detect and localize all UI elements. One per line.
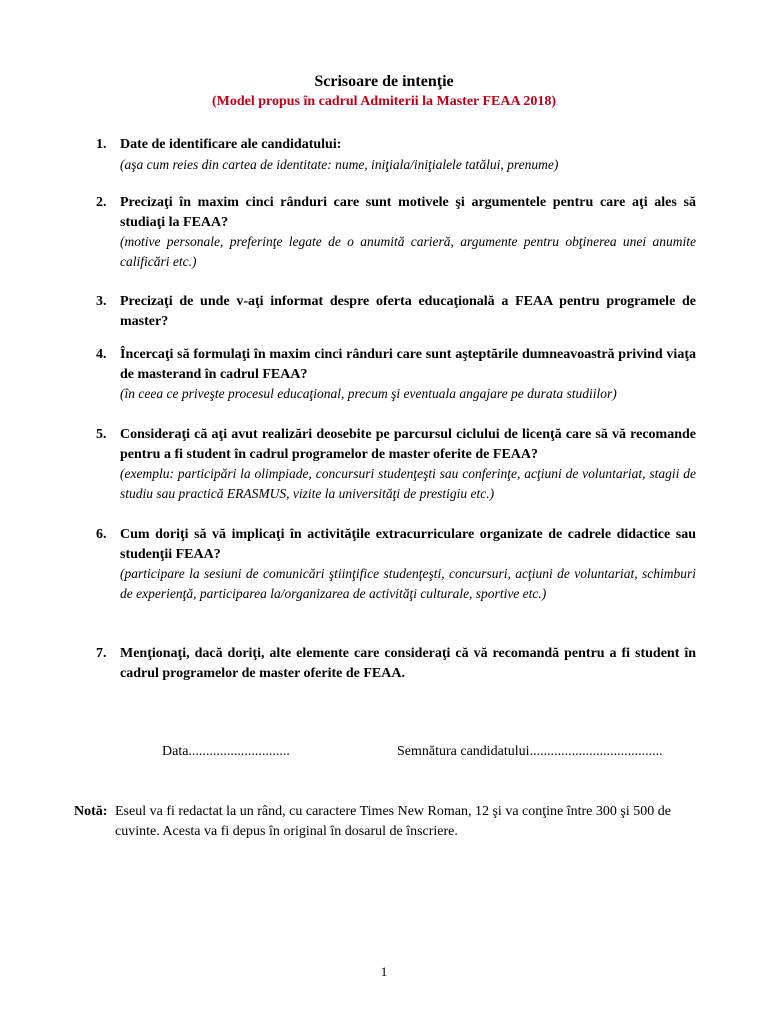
item-number: 6. bbox=[96, 527, 107, 542]
question-text: Cum doriţi să vă implicaţi în activităţile extracurriculare organizate de cadrele didactice sau studenţii FEAA? bbox=[120, 527, 696, 562]
note-block bbox=[74, 802, 694, 842]
item-number: 4. bbox=[96, 347, 107, 362]
question-text: Consideraţi că aţi avut realizări deosebite pe parcursul ciclului de licenţă care să vă recomande pentru a fi student în cadrul programelor de master oferite de FEAA? bbox=[120, 427, 696, 462]
question-item-4 bbox=[96, 345, 696, 404]
question-hint: (participare la sesiuni de comunicări ştiinţifice studenţeşti, concursuri, acţiuni de voluntariat, schimburi de experienţă, participarea la/organizarea de activităţi culturale, sportive etc.) bbox=[120, 566, 696, 601]
note-label: Notă: bbox=[74, 804, 108, 819]
item-number: 2. bbox=[96, 195, 107, 210]
document-subtitle: (Model propus în cadrul Admiterii la Master FEAA 2018) bbox=[211, 94, 557, 109]
item-number: 3. bbox=[96, 294, 107, 309]
question-item-2 bbox=[96, 193, 696, 271]
question-hint: (în ceea ce priveşte procesul educaţional, precum şi eventuala angajare pe durata studiilor) bbox=[120, 386, 617, 401]
page-number: 1 bbox=[380, 964, 388, 979]
question-text: Precizaţi în maxim cinci rânduri care sunt motivele şi argumentele pentru care aţi ales să studiaţi la FEAA? bbox=[120, 195, 696, 230]
question-hint: (motive personale, preferinţe legate de o anumită carieră, argumente pentru obţinerea unei anumite calificări etc.) bbox=[120, 234, 696, 269]
question-item-7 bbox=[96, 644, 696, 683]
question-hint: (exemplu: participări la olimpiade, concursuri studenţeşti sau conferinţe, acţiuni de voluntariat, stagii de studiu sau practică ERASMUS, vizite la universităţi de prestigiu etc.) bbox=[120, 466, 696, 501]
signature-field: Semnătura candidatului...................................... bbox=[397, 744, 663, 759]
question-item-6 bbox=[96, 525, 696, 603]
item-number: 7. bbox=[96, 646, 107, 661]
question-item-5 bbox=[96, 425, 696, 503]
item-number: 5. bbox=[96, 427, 107, 442]
question-text: Menţionaţi, dacă doriţi, alte elemente care consideraţi că vă recomandă pentru a fi student în cadrul programelor de master oferite de FEAA. bbox=[120, 646, 696, 681]
item-number: 1. bbox=[96, 137, 107, 152]
question-text: Încercaţi să formulaţi în maxim cinci rânduri care sunt aşteptările dumneavoastră privind viaţa de masterand în cadrul FEAA? bbox=[120, 347, 696, 382]
note-text: Eseul va fi redactat la un rând, cu caractere Times New Roman, 12 şi va conţine între 300 şi 500 de cuvinte. Acesta va fi depus în original în dosarul de înscriere. bbox=[115, 804, 671, 839]
question-text: Date de identificare ale candidatului: bbox=[120, 137, 342, 152]
question-text: Precizaţi de unde v-aţi informat despre oferta educaţională a FEAA pentru programele de master? bbox=[120, 294, 696, 329]
date-field: Data............................. bbox=[162, 744, 290, 759]
question-item-3 bbox=[96, 292, 696, 331]
document-title: Scrisoare de intenţie bbox=[314, 73, 454, 90]
question-hint: (aşa cum reies din cartea de identitate: nume, iniţiala/iniţialele tatălui, prenume) bbox=[120, 156, 559, 172]
question-item-1 bbox=[96, 135, 696, 174]
